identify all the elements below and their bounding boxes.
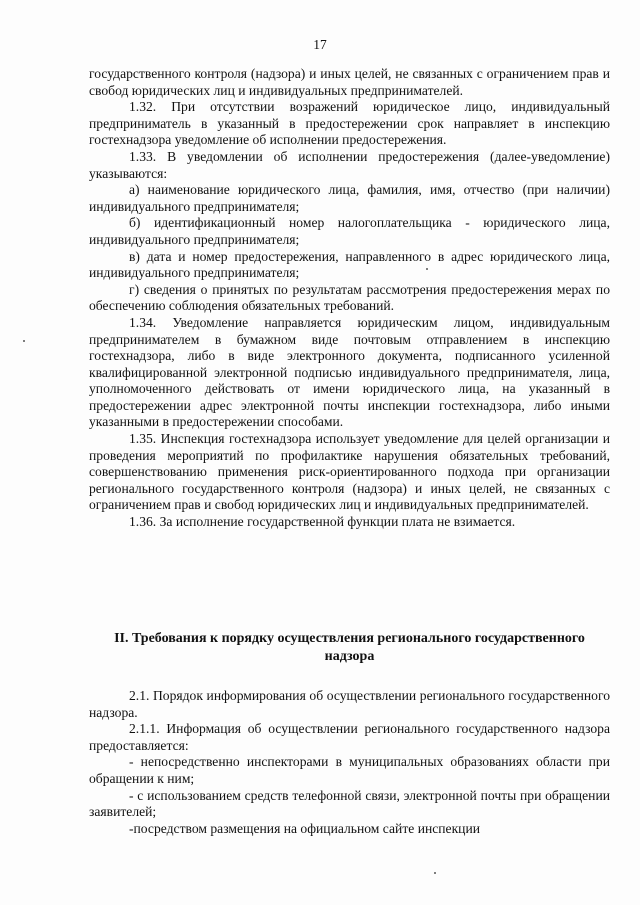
paragraph: 1.36. За исполнение государственной функции плата не взимается. [129,514,516,530]
paragraph: а) наименование юридического лица, фамилия, имя, отчество (при наличии) индивидуального предпринимателя; [89,182,610,214]
paragraph: 1.35. Инспекция гостехнадзора использует уведомление для целей организации и проведения мероприятий по профилактике нарушения обязательных требований, совершенствованию применения риск-ориентированного подхода при организации регионального государственного контроля (надзора) и иных целей, не связанных с ограничением прав и свобод юридических лиц и индивидуальных предпринимателей. [89,431,610,513]
page-number: 17 [313,37,327,52]
section-heading [89,630,610,665]
paragraph: 1.34. Уведомление направляется юридическим лицом, индивидуальным предпринимателем в бумажном виде почтовым отправлением в инспекцию гостехнадзора, либо в виде электронного документа, подписанного усиленной квалифицированной электронной подписью индивидуального предпринимателя, лица, уполномоченного действовать от имени юридического лица, на указанный в предостережении адрес электронной почты инспекции гостехнадзора, либо иными указанными в предостережении способами. [89,314,610,430]
scan-speck [426,268,428,270]
paragraph: в) дата и номер предостережения, направленного в адрес юридического лица, индивидуального предпринимателя; [89,248,610,281]
body-text-top [89,66,610,531]
paragraph: 2.1. Порядок информирования об осуществлении регионального государственного надзора. [89,688,610,720]
paragraph: 2.1.1. Информация об осуществлении регионального государственного надзора предоставляется: [89,721,610,753]
paragraph: государственного контроля (надзора) и иных целей, не связанных с ограничением прав и свобод юридических лиц и индивидуальных предпринимателей. [89,66,610,98]
section-heading-line: II. Требования к порядку осуществления регионального государственного [114,631,585,646]
paragraph: 1.33. В уведомлении об исполнении предостережения (далее-уведомление) указываются: [89,148,610,181]
scan-speck [434,872,436,874]
scan-speck [23,340,25,342]
section-heading-line: надзора [324,648,375,664]
paragraph: г) сведения о принятых по результатам рассмотрения предостережения мерах по обеспечению соблюдения обязательных требований. [89,281,610,314]
paragraph: - с использованием средств телефонной связи, электронной почты при обращении заявителей; [89,787,610,820]
body-text-bottom [89,688,610,837]
paragraph: 1.32. При отсутствии возражений юридическое лицо, индивидуальный предприниматель в указанный в предостережении срок направляет в инспекцию гостехнадзора уведомление об исполнении предостережения. [89,99,610,148]
paragraph: б) идентификационный номер налогоплательщика - юридического лица, индивидуального предпринимателя; [89,215,610,247]
paragraph: -посредством размещения на официальном сайте инспекции [129,820,481,836]
paragraph: - непосредственно инспекторами в муниципальных образованиях области при обращении к ним; [89,754,610,786]
